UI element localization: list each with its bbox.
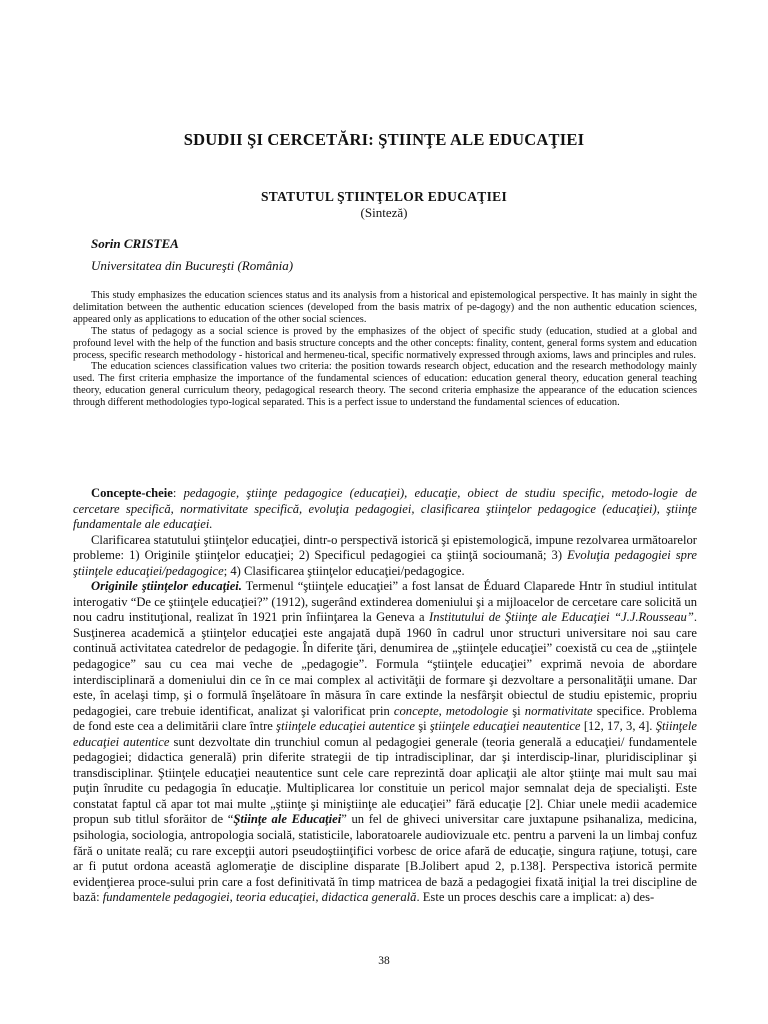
article-body [73, 486, 697, 906]
text-run-italic: Evoluţia pedagogiei spre ştiinţele educaţiei/pedagogice [73, 548, 697, 578]
text-run: Clarificarea statutului ştiinţelor educaţiei, dintr-o perspectivă istorică şi epistemologică, impune rezolvarea următoarelor probleme: 1) Originile ştiinţelor educaţiei; 2) Specificul pedagogiei ca ştiinţă socioumană; 3) [73, 532, 697, 563]
paragraph-heading: Originile ştiinţelor educaţiei. [91, 579, 242, 594]
text-run-italic: metodologie [445, 703, 509, 718]
text-run-italic: fundamentele pedagogiei, teoria educaţiei, didactica generală [102, 890, 417, 905]
text-run-italic: Institutului de Ştiinţe ale Educaţiei “J.J.Rousseau” [429, 610, 694, 625]
text-run: [12, 17, 3, 4]. [580, 719, 656, 734]
text-run: şi [508, 703, 525, 718]
keywords-text: pedagogie, ştiinţe pedagogice (educaţiei), educaţie, obiect de studiu specific, metodo-logie de cercetare specifică, normativitate specifică, evoluţia pedagogiei, clasificarea ştiinţelor pedagogice (educaţiei), ştiinţe fundamentale ale educaţiei. [73, 486, 697, 532]
keywords-paragraph: Concepte-cheie: pedagogie, ştiinţe pedagogice (educaţiei), educaţie, obiect de studiu specific, metodo-logie de cercetare specifică, normativitate specifică, evoluţia pedagogiei, clasificarea ştiinţelor pedagogice (educaţiei), ştiinţe fundamentale ale educaţiei. [73, 486, 697, 532]
text-run: , [438, 703, 446, 718]
body-paragraph [73, 579, 697, 905]
article-subtitle: (Sinteză) [360, 205, 408, 220]
author-affiliation: Universitatea din Bucureşti (România) [91, 258, 294, 273]
article-title: STATUTUL ŞTIINŢELOR EDUCAŢIEI [260, 189, 508, 204]
text-run: şi [414, 719, 430, 734]
text-run-italic: ştiinţele educaţiei autentice [276, 719, 415, 734]
keywords-label: Concepte-cheie [91, 486, 173, 500]
text-run: Termenul “ştiinţele educaţiei” a fost lansat de Éduard Claparede Hntr în studiul intitulat interogativ “De ce ştiinţele educaţiei?” (1912), sugerând extinderea domeniului şi a mijloacelor de cercetare care solicită un nou cadru instituţional, realizat în 1921 prin înfiinţarea la Geneva a [73, 579, 697, 625]
abstract-paragraph: This study emphasizes the education sciences status and its analysis from a historical and epistemological perspective. It has mainly in sight the delimitation between the authentic education sciences (developed from the basis matrix of pe-dagogy) and the non authentic education sciences, appeared only as applications to education of the other social sciences. [73, 290, 697, 325]
text-run-italic: normativitate [524, 703, 593, 718]
section-title: SDUDII ŞI CERCETĂRI: ŞTIINŢE ALE EDUCAŢIEI [183, 130, 585, 149]
text-run-italic: Ştiinţele educaţiei autentice [73, 719, 697, 749]
text-run: . Susţinerea academică a ştiinţelor educaţiei este angajată după 1960 în cadrul unor structuri universitare noi sau care continuă activitatea catedrelor de pedagogie. În diferite ţări, denumirea de „ştiinţele educaţiei” coexistă cu cea de „ştiinţele pedagogice” sau cu cea mai veche de „pedagogie”. Formula “ştiinţele educaţiei” exprimă nevoia de abordare interdisciplinară a domeniului din ce în ce mai complex al activităţii de formare şi dezvoltare a personalităţii umane. Dar este, în acelaşi timp, şi o formulă înşelătoare în măsura în care extinde la nesfârşit obiectul de studiu epistemic, propriu pedagogiei, care trebuie identificat, analizat şi valorificat prin [73, 610, 697, 718]
author-name: Sorin CRISTEA [91, 236, 179, 251]
text-run: ” un fel de ghiveci universitar care juxtapune psihanaliza, medicina, psihologia, sociologia, antropologia socială, statisticile, laboratoarele audiovizuale etc. pentru a parveni la un limbaj confuz fără o unitate reală; cu rare excepţii autori pseudoştiinţifici vorbesc de orice afară de educaţie, singura raţiune, totuşi, care ar fi putut ordona această aglomeraţie de discipline disparate [B.Jolibert apud 2, p.138]. Perspectiva istorică permite evidenţierea proce-sului prin care a fost definitivată în timp matricea de bază a pedagogiei fixată iniţial la trei discipline de bază: [73, 812, 697, 905]
abstract-paragraph: The education sciences classification values two criteria: the position towards research object, education and the research methodology mainly used. The first criteria emphasize the importance of the fundamental sciences of education: education general theory, education general teaching theory, education general curriculum theory, pedagogical research theory. The second criteria emphasize the appearance of the education sciences through different methodologies typo-logical separated. This is a perfect issue to understand the fundamental sciences of education. [73, 361, 697, 409]
text-run: . Este un proces deschis care a implicat: a) des- [416, 890, 655, 905]
text-run-italic: concepte [393, 703, 439, 718]
text-run-bold-italic: Ştiinţe ale Educaţiei [233, 812, 342, 827]
text-run: ; 4) Clasificarea ştiinţelor educaţiei/pedagogice. [223, 563, 465, 578]
page-number: 38 [378, 955, 390, 967]
text-run-italic: ştiinţele educaţiei neautentice [429, 719, 581, 734]
text-run: sunt dezvoltate din trunchiul comun al pedagogiei generale (teoria generală a educaţiei/ fundamentele pedagogiei; didactica generală) prin diferite strategii de tip intradisciplinar, dar şi interdiscip-linar, pluridisciplinar şi transdisciplinar. Ştiinţele educaţiei neautentice sunt cele care reprezintă doar aplicaţii ale altor ştiinţe mai mult sau mai puţin înrudite cu pedagogia în educaţie. Multiplicarea lor constituie un pericol major semnalat deja de specialişti. Este constatat faptul că apar tot mai multe „ştiinţe şi miniştiinţe ale educaţiei” fără educaţie [2]. Chiar unele medii academice propun sub titlul sforăitor de “ [73, 734, 698, 827]
text-run: specifice. Problema de fond este cea a delimitării clare între [73, 703, 697, 734]
body-paragraph [73, 533, 697, 580]
abstract [73, 290, 697, 409]
abstract-paragraph: The status of pedagogy as a social science is proved by the emphasizes of the object of specific study (education, studied at a global and profound level with the help of the function and basis structure concepts and the other concepts: finality, content, general forms system and education process, specific research methodology - historical and hermeneu-tical, specific normatively expressed through axioms, laws and principles and rules. [73, 325, 697, 361]
